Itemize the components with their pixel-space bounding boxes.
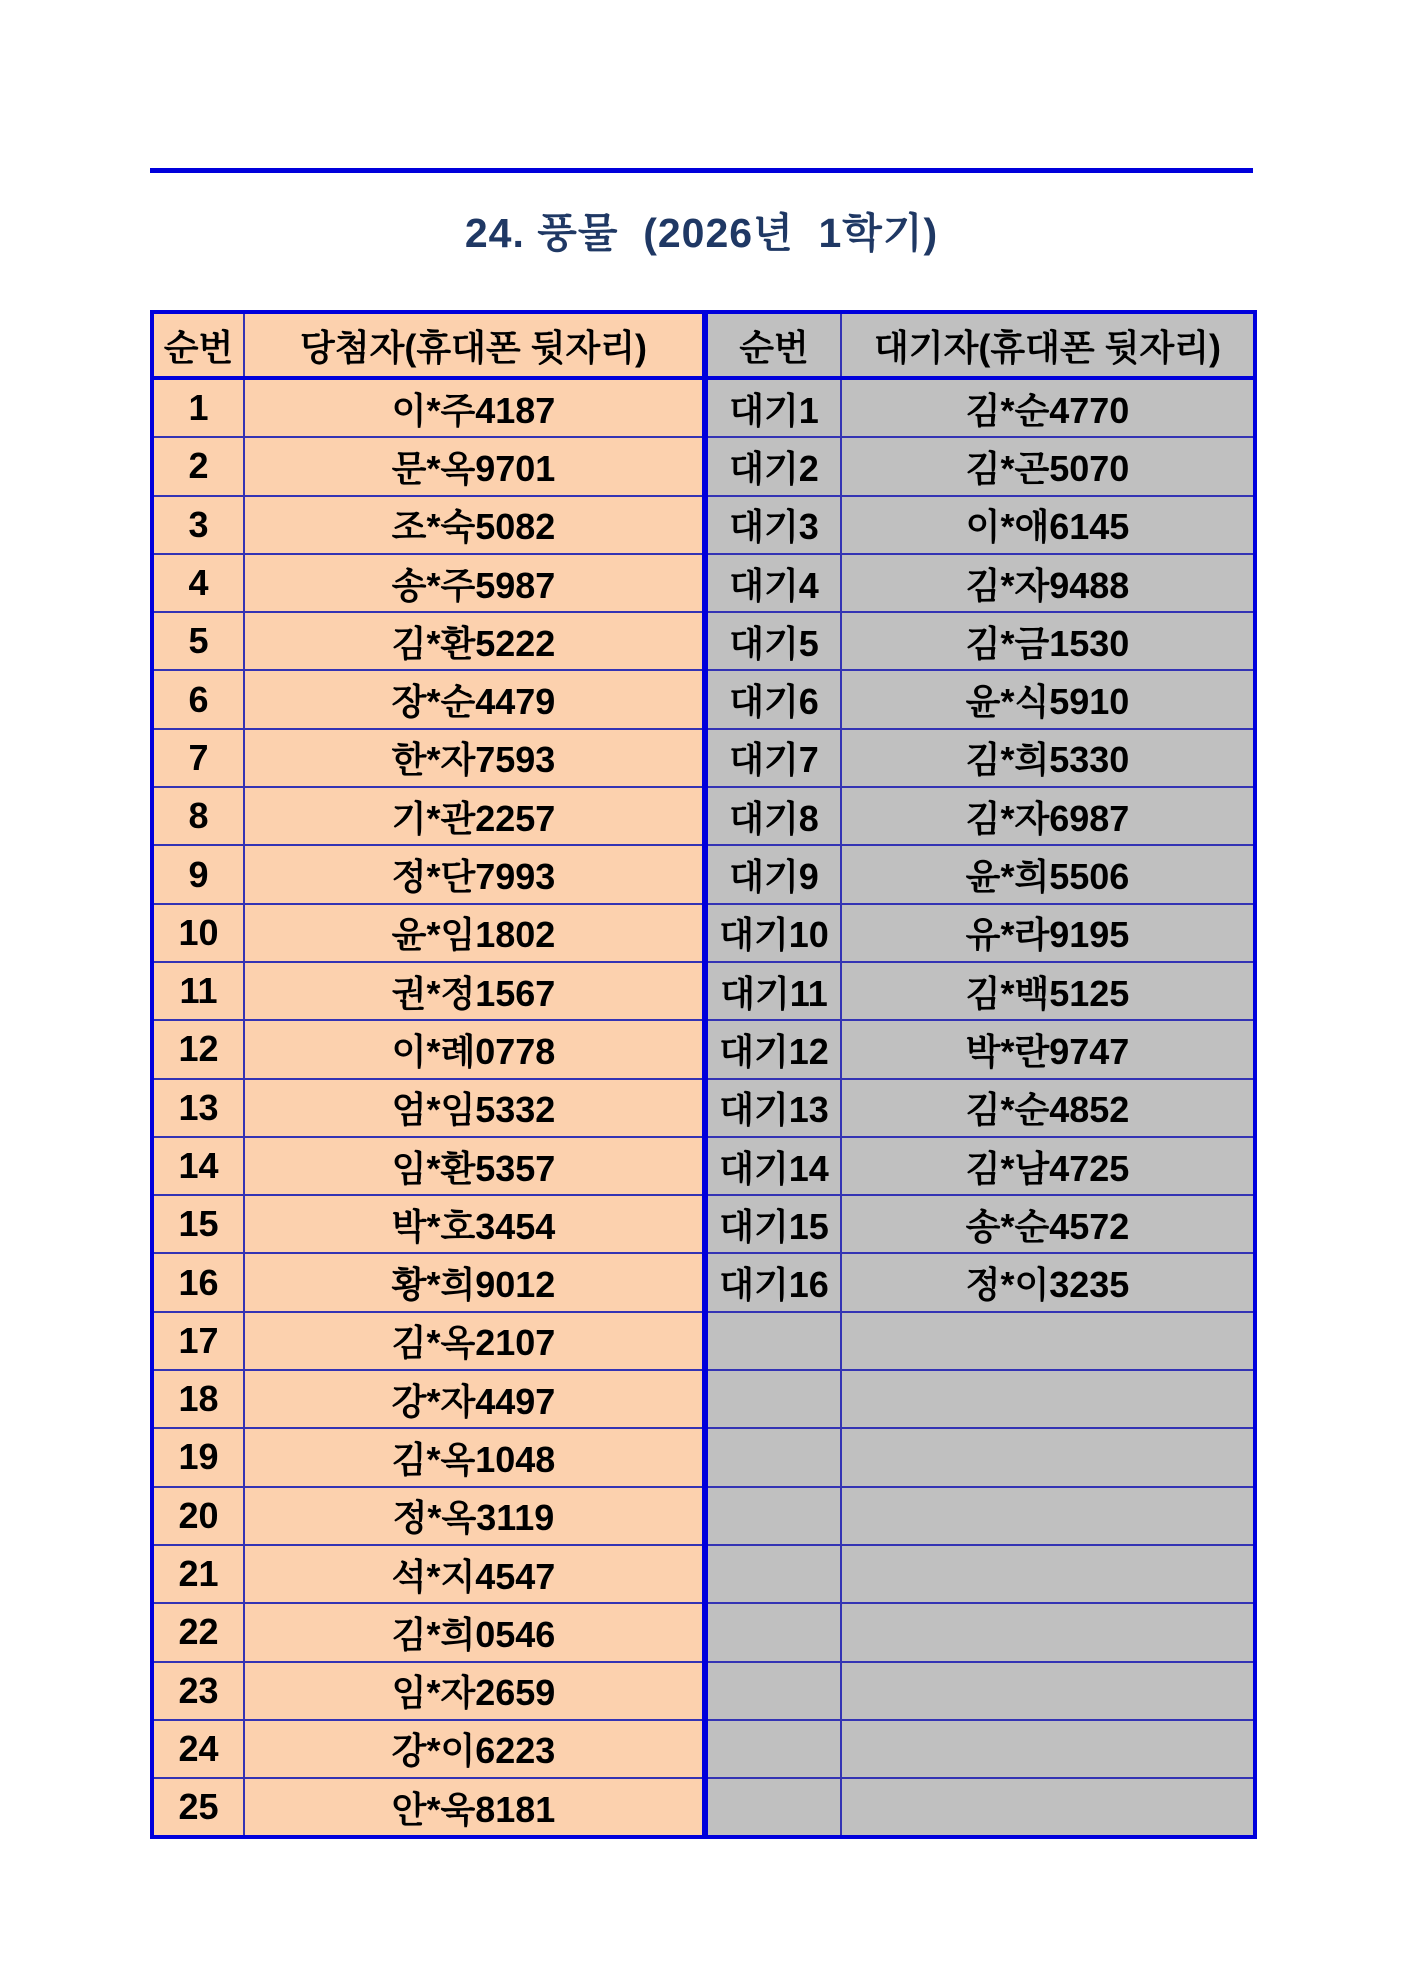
wait-rank: 대기3 (705, 496, 841, 554)
winner-rank: 14 (152, 1137, 244, 1195)
roster-row (152, 1079, 1255, 1137)
empty-wait-name-cell (841, 1428, 1255, 1486)
winner-rank: 18 (152, 1370, 244, 1428)
winner-name: 김*희0546 (244, 1603, 705, 1661)
winner-name: 강*자4497 (244, 1370, 705, 1428)
winner-name: 박*호3454 (244, 1195, 705, 1253)
winner-rank: 2 (152, 437, 244, 495)
wait-name: 김*자9488 (841, 554, 1255, 612)
wait-name: 이*애6145 (841, 496, 1255, 554)
winner-rank: 12 (152, 1020, 244, 1078)
winner-rank: 4 (152, 554, 244, 612)
winner-rank: 7 (152, 729, 244, 787)
wait-name: 김*희5330 (841, 729, 1255, 787)
top-divider-rule (150, 168, 1253, 173)
roster-row (152, 729, 1255, 787)
wait-rank: 대기7 (705, 729, 841, 787)
wait-rank: 대기14 (705, 1137, 841, 1195)
winner-name: 임*환5357 (244, 1137, 705, 1195)
winner-name: 김*옥2107 (244, 1312, 705, 1370)
wait-rank: 대기8 (705, 787, 841, 845)
empty-wait-rank-cell (705, 1662, 841, 1720)
header-row (152, 312, 1255, 378)
page-title: 24. 풍물 (2026년 1학기) (464, 210, 939, 256)
winner-rank: 6 (152, 670, 244, 728)
roster-row (152, 1428, 1255, 1486)
roster-row (152, 1603, 1255, 1661)
roster-row (152, 845, 1255, 903)
wait-rank: 대기5 (705, 612, 841, 670)
winner-rank: 25 (152, 1778, 244, 1837)
roster-row (152, 437, 1255, 495)
winner-no-column-header: 순번 (152, 312, 244, 378)
winner-name: 김*옥1048 (244, 1428, 705, 1486)
winner-rank: 13 (152, 1079, 244, 1137)
winner-rank: 5 (152, 612, 244, 670)
empty-wait-name-cell (841, 1545, 1255, 1603)
roster-row (152, 612, 1255, 670)
winner-name: 윤*임1802 (244, 904, 705, 962)
empty-wait-rank-cell (705, 1370, 841, 1428)
empty-wait-name-cell (841, 1720, 1255, 1778)
winner-rank: 22 (152, 1603, 244, 1661)
roster-row (152, 1662, 1255, 1720)
wait-name: 김*순4852 (841, 1079, 1255, 1137)
empty-wait-rank-cell (705, 1603, 841, 1661)
winner-rank: 23 (152, 1662, 244, 1720)
waiter-column-header: 대기자(휴대폰 뒷자리) (841, 312, 1255, 378)
winner-column-header: 당첨자(휴대폰 뒷자리) (244, 312, 705, 378)
roster-row (152, 787, 1255, 845)
wait-name: 김*곤5070 (841, 437, 1255, 495)
winner-name: 기*관2257 (244, 787, 705, 845)
roster-row (152, 1020, 1255, 1078)
winner-rank: 15 (152, 1195, 244, 1253)
roster-row (152, 1487, 1255, 1545)
wait-name: 박*란9747 (841, 1020, 1255, 1078)
winner-name: 황*희9012 (244, 1253, 705, 1311)
empty-wait-rank-cell (705, 1312, 841, 1370)
wait-no-column-header: 순번 (705, 312, 841, 378)
wait-rank: 대기10 (705, 904, 841, 962)
winner-name: 엄*임5332 (244, 1079, 705, 1137)
roster-row (152, 1545, 1255, 1603)
winner-rank: 19 (152, 1428, 244, 1486)
roster-row (152, 1370, 1255, 1428)
roster-row (152, 554, 1255, 612)
empty-wait-name-cell (841, 1603, 1255, 1661)
winner-rank: 8 (152, 787, 244, 845)
winner-rank: 16 (152, 1253, 244, 1311)
wait-rank: 대기11 (705, 962, 841, 1020)
wait-name: 송*순4572 (841, 1195, 1255, 1253)
roster-row (152, 1778, 1255, 1837)
wait-name: 윤*식5910 (841, 670, 1255, 728)
empty-wait-rank-cell (705, 1545, 841, 1603)
wait-rank: 대기15 (705, 1195, 841, 1253)
wait-rank: 대기1 (705, 378, 841, 437)
wait-name: 김*남4725 (841, 1137, 1255, 1195)
empty-wait-rank-cell (705, 1487, 841, 1545)
empty-wait-name-cell (841, 1370, 1255, 1428)
winner-name: 석*지4547 (244, 1545, 705, 1603)
winner-name: 김*환5222 (244, 612, 705, 670)
roster-table-header (152, 312, 1255, 378)
winner-name: 송*주5987 (244, 554, 705, 612)
winner-rank: 10 (152, 904, 244, 962)
winner-rank: 24 (152, 1720, 244, 1778)
wait-name: 김*금1530 (841, 612, 1255, 670)
roster-row (152, 378, 1255, 437)
winner-name: 정*단7993 (244, 845, 705, 903)
winner-name: 권*정1567 (244, 962, 705, 1020)
empty-wait-name-cell (841, 1487, 1255, 1545)
roster-row (152, 1312, 1255, 1370)
wait-name: 김*백5125 (841, 962, 1255, 1020)
wait-name: 김*자6987 (841, 787, 1255, 845)
empty-wait-name-cell (841, 1662, 1255, 1720)
winner-name: 안*욱8181 (244, 1778, 705, 1837)
wait-rank: 대기4 (705, 554, 841, 612)
winner-rank: 20 (152, 1487, 244, 1545)
wait-rank: 대기2 (705, 437, 841, 495)
winner-rank: 9 (152, 845, 244, 903)
wait-name: 윤*희5506 (841, 845, 1255, 903)
wait-name: 김*순4770 (841, 378, 1255, 437)
wait-name: 유*라9195 (841, 904, 1255, 962)
roster-table-body (152, 378, 1255, 1837)
winner-name: 문*옥9701 (244, 437, 705, 495)
winner-rank: 3 (152, 496, 244, 554)
winner-name: 강*이6223 (244, 1720, 705, 1778)
empty-wait-name-cell (841, 1312, 1255, 1370)
roster-row (152, 962, 1255, 1020)
empty-wait-rank-cell (705, 1720, 841, 1778)
roster-row (152, 1253, 1255, 1311)
winner-name: 임*자2659 (244, 1662, 705, 1720)
winner-name: 정*옥3119 (244, 1487, 705, 1545)
winner-rank: 11 (152, 962, 244, 1020)
wait-rank: 대기13 (705, 1079, 841, 1137)
roster-table (150, 310, 1257, 1839)
roster-row (152, 670, 1255, 728)
winner-name: 한*자7593 (244, 729, 705, 787)
roster-row (152, 1720, 1255, 1778)
winner-name: 조*숙5082 (244, 496, 705, 554)
winner-name: 장*순4479 (244, 670, 705, 728)
empty-wait-rank-cell (705, 1428, 841, 1486)
wait-rank: 대기6 (705, 670, 841, 728)
winner-name: 이*주4187 (244, 378, 705, 437)
empty-wait-name-cell (841, 1778, 1255, 1837)
wait-rank: 대기16 (705, 1253, 841, 1311)
roster-row (152, 496, 1255, 554)
wait-name: 정*이3235 (841, 1253, 1255, 1311)
winner-rank: 1 (152, 378, 244, 437)
roster-row (152, 1137, 1255, 1195)
winner-rank: 17 (152, 1312, 244, 1370)
roster-row (152, 1195, 1255, 1253)
wait-rank: 대기9 (705, 845, 841, 903)
empty-wait-rank-cell (705, 1778, 841, 1837)
winner-name: 이*례0778 (244, 1020, 705, 1078)
winner-rank: 21 (152, 1545, 244, 1603)
roster-row (152, 904, 1255, 962)
wait-rank: 대기12 (705, 1020, 841, 1078)
